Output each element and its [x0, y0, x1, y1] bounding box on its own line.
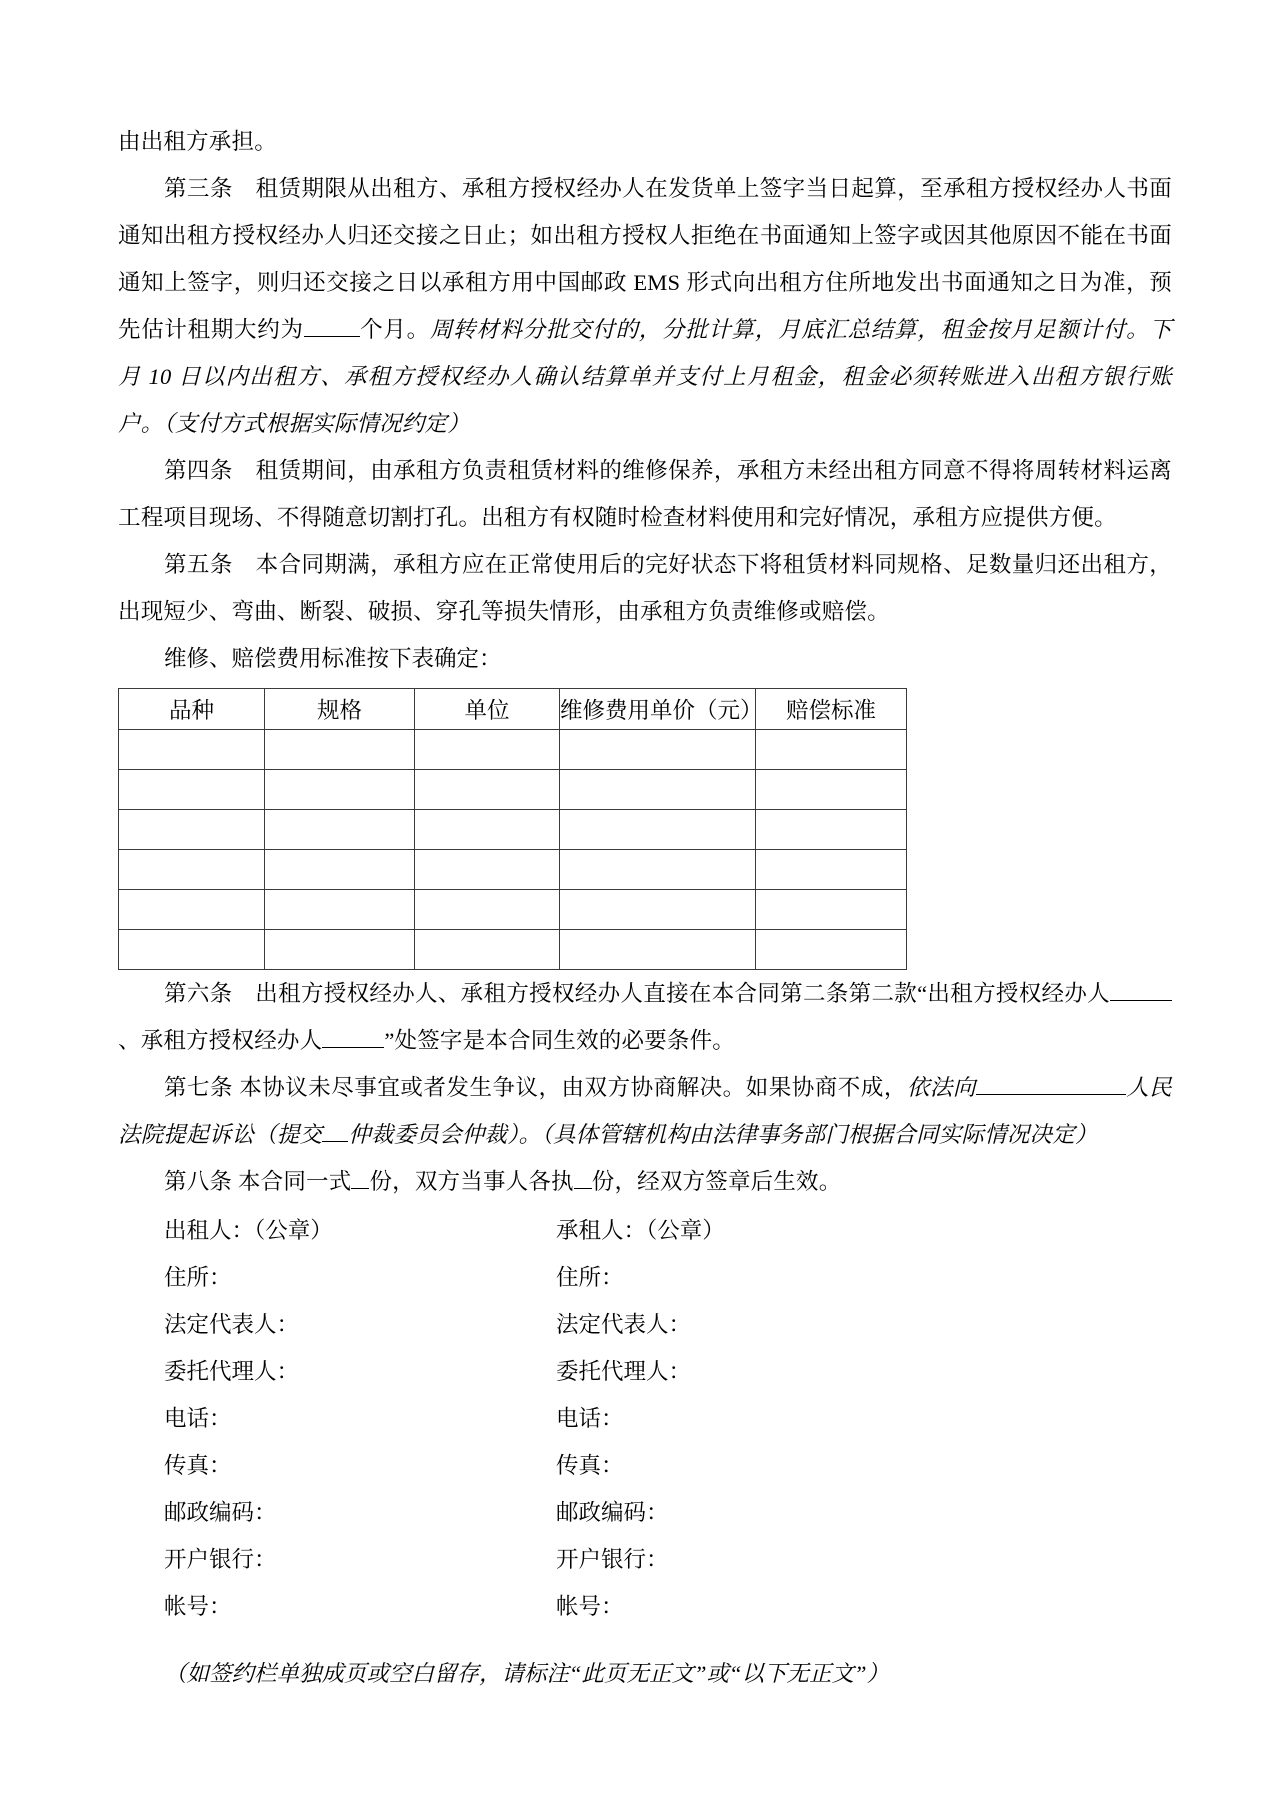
lessee-field-phone: 电话：	[556, 1406, 624, 1431]
signature-row	[118, 1254, 1172, 1301]
column-header-unit: 单位	[415, 689, 560, 730]
table-cell[interactable]	[560, 730, 756, 770]
article-7-italic-3: 仲裁委员会仲裁）。（具体管辖机构由法律事务部门根据合同实际情况决定）	[348, 1122, 1098, 1147]
article-7-part-1: 第七条 本协议未尽事宜或者发生争议，由双方协商解决。如果协商不成，	[164, 1075, 907, 1100]
table-cell[interactable]	[265, 890, 415, 930]
table-cell[interactable]	[415, 890, 560, 930]
column-header-repair-price: 维修费用单价（元）	[560, 689, 756, 730]
table-cell[interactable]	[415, 930, 560, 970]
table-cell[interactable]	[756, 850, 907, 890]
table-row[interactable]	[119, 730, 907, 770]
lessor-field-legal-rep: 法定代表人：	[164, 1312, 300, 1337]
article-6-part-2: 、承租方授权经办人	[118, 1028, 323, 1053]
column-header-compensation: 赔偿标准	[756, 689, 907, 730]
table-cell[interactable]	[119, 930, 265, 970]
article-3-italic-clause: 周转材料分批交付的，分批计算，月底汇总结算，租金按月足额计付。下月 10 日以内出租方、承租方授权经办人确认结算单并支付上月租金，租金必须转账进入出租方银行账户。（支付方式根据实际情况约定）	[118, 317, 1172, 436]
table-cell[interactable]	[415, 770, 560, 810]
court-name-blank[interactable]	[976, 1094, 1126, 1095]
signature-row	[118, 1536, 1172, 1583]
table-cell[interactable]	[415, 810, 560, 850]
arbitration-committee-blank[interactable]	[322, 1141, 348, 1142]
table-cell[interactable]	[265, 930, 415, 970]
lessor-field-bank: 开户银行：	[164, 1547, 277, 1572]
table-header-row	[119, 689, 907, 730]
lessee-field-legal-rep: 法定代表人：	[556, 1312, 692, 1337]
signature-row	[118, 1207, 1172, 1254]
paragraph-article-8	[118, 1158, 1172, 1205]
document-body	[118, 118, 1172, 1697]
table-cell[interactable]	[560, 890, 756, 930]
lessee-field-address: 住所：	[556, 1265, 624, 1290]
paragraph-article-4: 第四条 租赁期间，由承租方负责租赁材料的维修保养，承租方未经出租方同意不得将周转材料运离工程项目现场、不得随意切割打孔。出租方有权随时检查材料使用和完好情况，承租方应提供方便。	[118, 458, 1172, 530]
lessor-field-postal-code: 邮政编码：	[164, 1500, 277, 1525]
table-cell[interactable]	[415, 850, 560, 890]
lessee-field-fax: 传真：	[556, 1453, 624, 1478]
table-cell[interactable]	[560, 810, 756, 850]
signature-row	[118, 1301, 1172, 1348]
table-cell[interactable]	[119, 770, 265, 810]
article-7-italic-2: 人民法院提起诉讼（提交	[118, 1075, 1172, 1147]
article-3-text-part-1: 第三条 租赁期限从出租方、承租方授权经办人在发货单上签字当日起算，至承租方授权经办人书面通知出租方授权经办人归还交接之日止；如出租方授权人拒绝在书面通知上签字或因其他原因不能在书面通知上签字，则归还交接之日以承租方用中国邮政 EMS 形式向出租方住所地发出书面通知之日为准，预先估计租期大约为	[118, 176, 1172, 342]
table-cell[interactable]	[756, 810, 907, 850]
lessee-field-postal-code: 邮政编码：	[556, 1500, 669, 1525]
lessor-field-address: 住所：	[164, 1265, 232, 1290]
lessor-field-authorized-agent: 委托代理人：	[164, 1359, 300, 1384]
table-cell[interactable]	[756, 730, 907, 770]
paragraph-article-3	[118, 165, 1172, 447]
table-row[interactable]	[119, 850, 907, 890]
signature-row	[118, 1442, 1172, 1489]
column-header-variety: 品种	[119, 689, 265, 730]
lessee-agent-signature-blank[interactable]	[322, 1047, 384, 1048]
lessor-field-company-seal: 出租人：（公章）	[164, 1218, 333, 1243]
table-cell[interactable]	[756, 890, 907, 930]
lessee-field-company-seal: 承租人：（公章）	[556, 1218, 725, 1243]
table-cell[interactable]	[756, 930, 907, 970]
copies-each-blank[interactable]	[574, 1188, 592, 1189]
table-row[interactable]	[119, 770, 907, 810]
copies-total-blank[interactable]	[351, 1188, 369, 1189]
lessor-field-fax: 传真：	[164, 1453, 232, 1478]
table-row[interactable]	[119, 810, 907, 850]
table-cell[interactable]	[756, 770, 907, 810]
closing-note: （如签约栏单独成页或空白留存，请标注“此页无正文”或“以下无正文”）	[164, 1661, 890, 1686]
lease-term-blank[interactable]	[304, 336, 360, 337]
signature-block	[118, 1207, 1172, 1630]
table-cell[interactable]	[415, 730, 560, 770]
lessor-agent-signature-blank[interactable]	[1110, 1000, 1172, 1001]
table-cell[interactable]	[265, 810, 415, 850]
table-cell[interactable]	[119, 890, 265, 930]
table-row[interactable]	[119, 930, 907, 970]
paragraph-article-5: 第五条 本合同期满，承租方应在正常使用后的完好状态下将租赁材料同规格、足数量归还出租方，出现短少、弯曲、断裂、破损、穿孔等损失情形，由承租方负责维修或赔偿。	[118, 552, 1172, 624]
article-7-italic-1: 依法向	[906, 1075, 976, 1100]
table-cell[interactable]	[119, 730, 265, 770]
signature-row	[118, 1583, 1172, 1630]
table-cell[interactable]	[265, 770, 415, 810]
signature-row	[118, 1489, 1172, 1536]
table-cell[interactable]	[265, 850, 415, 890]
article-3-text-part-2: 个月。	[359, 317, 430, 342]
lessor-field-phone: 电话：	[164, 1406, 232, 1431]
signature-row	[118, 1348, 1172, 1395]
paragraph-article-6	[118, 970, 1172, 1064]
table-cell[interactable]	[265, 730, 415, 770]
table-cell[interactable]	[560, 930, 756, 970]
lessee-field-account-number: 帐号：	[556, 1594, 624, 1619]
lessor-field-account-number: 帐号：	[164, 1594, 232, 1619]
article-8-part-3: 份，经双方签章后生效。	[591, 1169, 842, 1194]
lessee-field-bank: 开户银行：	[556, 1547, 669, 1572]
table-cell[interactable]	[119, 850, 265, 890]
lessee-field-authorized-agent: 委托代理人：	[556, 1359, 692, 1384]
article-8-part-1: 第八条 本合同一式	[164, 1169, 352, 1194]
paragraph-article-7	[118, 1064, 1172, 1158]
article-8-part-2: 份，双方当事人各执	[369, 1169, 574, 1194]
table-row[interactable]	[119, 890, 907, 930]
table-cell[interactable]	[560, 770, 756, 810]
fee-standard-table	[118, 688, 907, 970]
table-cell[interactable]	[560, 850, 756, 890]
paragraph-continued: 由出租方承担。	[118, 129, 277, 154]
table-cell[interactable]	[119, 810, 265, 850]
signature-row	[118, 1395, 1172, 1442]
table-body	[119, 730, 907, 970]
article-6-part-3: ”处签字是本合同生效的必要条件。	[384, 1028, 735, 1053]
article-6-part-1: 第六条 出租方授权经办人、承租方授权经办人直接在本合同第二条第二款“出租方授权经办人	[164, 981, 1110, 1006]
fee-table-intro: 维修、赔偿费用标准按下表确定：	[164, 646, 502, 671]
column-header-spec: 规格	[265, 689, 415, 730]
